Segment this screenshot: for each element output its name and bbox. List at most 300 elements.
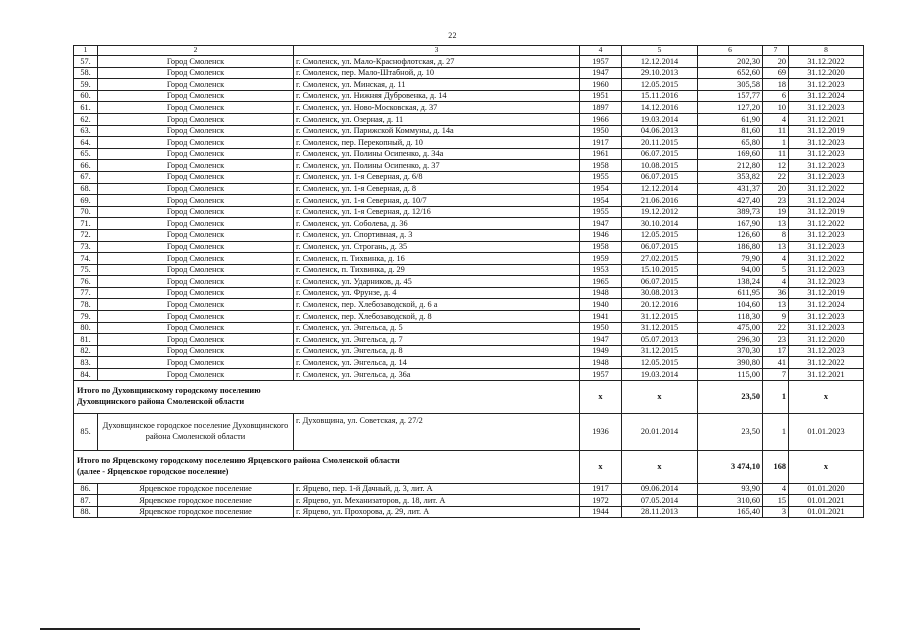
area-cell: 305,58: [698, 79, 763, 91]
row-number: 74.: [74, 253, 98, 265]
settlement-cell: Город Смоленск: [98, 264, 294, 276]
year-cell: 1949: [580, 345, 622, 357]
area-cell: 23,50: [698, 413, 763, 450]
area-cell: 81,60: [698, 125, 763, 137]
settlement-cell: Город Смоленск: [98, 171, 294, 183]
deadline-cell: 31.12.2021: [789, 113, 864, 125]
area-cell: 165,40: [698, 506, 763, 518]
deadline-cell: 31.12.2019: [789, 206, 864, 218]
count-cell: 22: [763, 322, 789, 334]
settlement-cell: Город Смоленск: [98, 195, 294, 207]
table-row: [74, 102, 864, 114]
deadline-cell: 31.12.2023: [789, 276, 864, 288]
date-cell: 10.08.2015: [622, 160, 698, 172]
address-cell: г. Ярцево, ул. Механизаторов, д. 18, лит. А: [294, 495, 580, 507]
row-number: 58.: [74, 67, 98, 79]
area-cell: 157,77: [698, 90, 763, 102]
date-cell: 04.06.2013: [622, 125, 698, 137]
table-row: [74, 67, 864, 79]
table-row: [74, 90, 864, 102]
year-cell: 1947: [580, 334, 622, 346]
count-cell: 41: [763, 357, 789, 369]
table-row: [74, 253, 864, 265]
date-cell: 15.10.2015: [622, 264, 698, 276]
date-cell: 19.12.2012: [622, 206, 698, 218]
subtotal-date: х: [622, 380, 698, 413]
address-cell: г. Смоленск, ул. Фрунзе, д. 4: [294, 287, 580, 299]
row-number: 73.: [74, 241, 98, 253]
deadline-cell: 31.12.2023: [789, 148, 864, 160]
date-cell: 29.10.2013: [622, 67, 698, 79]
row-number: 59.: [74, 79, 98, 91]
address-cell: г. Смоленск, ул. Парижской Коммуны, д. 14а: [294, 125, 580, 137]
deadline-cell: 31.12.2022: [789, 357, 864, 369]
address-cell: г. Смоленск, ул. Строгань, д. 35: [294, 241, 580, 253]
row-number: 87.: [74, 495, 98, 507]
header-cell: 5: [622, 46, 698, 56]
count-cell: 7: [763, 369, 789, 381]
settlement-cell: Город Смоленск: [98, 125, 294, 137]
header-cell: 2: [98, 46, 294, 56]
row-number: 86.: [74, 483, 98, 495]
settlement-cell: Духовщинское городское поселение Духовщинского района Смоленской области: [98, 413, 294, 450]
deadline-cell: 31.12.2023: [789, 160, 864, 172]
table-row: [74, 299, 864, 311]
deadline-cell: 31.12.2021: [789, 369, 864, 381]
deadline-cell: 01.01.2020: [789, 483, 864, 495]
area-cell: 93,90: [698, 483, 763, 495]
date-cell: 21.06.2016: [622, 195, 698, 207]
address-cell: г. Смоленск, ул. Полины Осипенко, д. 34а: [294, 148, 580, 160]
year-cell: 1947: [580, 67, 622, 79]
subtotal-label-line2: (далее - Ярцевское городское поселение): [77, 466, 229, 476]
count-cell: 20: [763, 56, 789, 68]
count-cell: 1: [763, 137, 789, 149]
table-row: [74, 137, 864, 149]
deadline-cell: 31.12.2022: [789, 218, 864, 230]
count-cell: 13: [763, 241, 789, 253]
subtotal-date: х: [622, 450, 698, 483]
subtotal-row-dukhovshchina: [74, 380, 864, 413]
date-cell: 19.03.2014: [622, 369, 698, 381]
settlement-cell: Ярцевское городское поселение: [98, 506, 294, 518]
address-cell: г. Смоленск, пер. Хлебозаводской, д. 8: [294, 311, 580, 323]
header-cell: 4: [580, 46, 622, 56]
address-cell: г. Смоленск, ул. Озерная, д. 11: [294, 113, 580, 125]
row-number: 62.: [74, 113, 98, 125]
address-cell: г. Смоленск, ул. 1-я Северная, д. 8: [294, 183, 580, 195]
count-cell: 23: [763, 334, 789, 346]
table-row: [74, 322, 864, 334]
settlement-cell: Город Смоленск: [98, 357, 294, 369]
year-cell: 1950: [580, 322, 622, 334]
date-cell: 09.06.2014: [622, 483, 698, 495]
table-row: [74, 506, 864, 518]
subtotal-deadline: х: [789, 380, 864, 413]
address-cell: г. Смоленск, ул. Энгельса, д. 5: [294, 322, 580, 334]
settlement-cell: Город Смоленск: [98, 276, 294, 288]
date-cell: 06.07.2015: [622, 148, 698, 160]
year-cell: 1958: [580, 160, 622, 172]
area-cell: 475,00: [698, 322, 763, 334]
settlement-cell: Город Смоленск: [98, 206, 294, 218]
address-cell: г. Смоленск, ул. 1-я Северная, д. 6/8: [294, 171, 580, 183]
count-cell: 1: [763, 413, 789, 450]
date-cell: 31.12.2015: [622, 322, 698, 334]
table-row: [74, 206, 864, 218]
settlement-cell: Город Смоленск: [98, 299, 294, 311]
address-cell: г. Смоленск, пер. Мало-Штабной, д. 10: [294, 67, 580, 79]
address-cell: г. Смоленск, ул. Энгельса, д. 7: [294, 334, 580, 346]
area-cell: 94,00: [698, 264, 763, 276]
settlement-cell: Город Смоленск: [98, 311, 294, 323]
count-cell: 12: [763, 160, 789, 172]
subtotal-year: х: [580, 450, 622, 483]
table-row: [74, 264, 864, 276]
subtotal-year: х: [580, 380, 622, 413]
address-cell: г. Духовщина, ул. Советская, д. 27/2: [294, 413, 580, 450]
table-row: [74, 241, 864, 253]
count-cell: 13: [763, 218, 789, 230]
settlement-cell: Город Смоленск: [98, 229, 294, 241]
count-cell: 36: [763, 287, 789, 299]
date-cell: 06.07.2015: [622, 171, 698, 183]
year-cell: 1917: [580, 483, 622, 495]
deadline-cell: 31.12.2019: [789, 125, 864, 137]
row-number: 85.: [74, 413, 98, 450]
address-cell: г. Смоленск, ул. Энгельса, д. 8: [294, 345, 580, 357]
year-cell: 1897: [580, 102, 622, 114]
address-cell: г. Смоленск, ул. Мало-Краснофлотская, д. 27: [294, 56, 580, 68]
deadline-cell: 31.12.2023: [789, 171, 864, 183]
page-bottom-rule: [40, 628, 640, 630]
deadline-cell: 31.12.2022: [789, 253, 864, 265]
year-cell: 1946: [580, 229, 622, 241]
count-cell: 20: [763, 183, 789, 195]
year-cell: 1972: [580, 495, 622, 507]
row-number: 75.: [74, 264, 98, 276]
subtotal-label-line2: Духовщинского района Смоленской области: [77, 396, 245, 406]
table-row: [74, 495, 864, 507]
address-cell: г. Смоленск, ул. Минская, д. 11: [294, 79, 580, 91]
address-cell: г. Ярцево, пер. 1-й Дачный, д. 3, лит. А: [294, 483, 580, 495]
year-cell: 1950: [580, 125, 622, 137]
table-row: [74, 113, 864, 125]
table-row: [74, 56, 864, 68]
deadline-cell: 31.12.2023: [789, 345, 864, 357]
area-cell: 390,80: [698, 357, 763, 369]
year-cell: 1955: [580, 206, 622, 218]
settlement-cell: Город Смоленск: [98, 322, 294, 334]
table-row: [74, 148, 864, 160]
deadline-cell: 31.12.2023: [789, 229, 864, 241]
settlement-cell: Город Смоленск: [98, 56, 294, 68]
column-number-header: [74, 46, 864, 56]
area-cell: 115,00: [698, 369, 763, 381]
year-cell: 1961: [580, 148, 622, 160]
address-cell: г. Ярцево, ул. Прохорова, д. 29, лит. А: [294, 506, 580, 518]
area-cell: 370,30: [698, 345, 763, 357]
deadline-cell: 31.12.2023: [789, 137, 864, 149]
deadline-cell: 31.12.2024: [789, 299, 864, 311]
subtotal-label: [74, 380, 580, 413]
table-row: [74, 125, 864, 137]
area-cell: 79,90: [698, 253, 763, 265]
subtotal-area: 23,50: [698, 380, 763, 413]
date-cell: 12.05.2015: [622, 229, 698, 241]
year-cell: 1954: [580, 195, 622, 207]
area-cell: 118,30: [698, 311, 763, 323]
area-cell: 127,20: [698, 102, 763, 114]
area-cell: 169,60: [698, 148, 763, 160]
area-cell: 186,80: [698, 241, 763, 253]
table-row: [74, 276, 864, 288]
address-cell: г. Смоленск, ул. 1-я Северная, д. 10/7: [294, 195, 580, 207]
count-cell: 11: [763, 125, 789, 137]
settlement-cell: Город Смоленск: [98, 90, 294, 102]
header-cell: 3: [294, 46, 580, 56]
deadline-cell: 31.12.2023: [789, 102, 864, 114]
subtotal-count: 168: [763, 450, 789, 483]
row-number: 81.: [74, 334, 98, 346]
row-number: 77.: [74, 287, 98, 299]
year-cell: 1940: [580, 299, 622, 311]
table-row: [74, 79, 864, 91]
deadline-cell: 31.12.2022: [789, 183, 864, 195]
settlement-cell: Город Смоленск: [98, 137, 294, 149]
year-cell: 1936: [580, 413, 622, 450]
settlement-cell: Ярцевское городское поселение: [98, 495, 294, 507]
table-row: [74, 171, 864, 183]
address-cell: г. Смоленск, пер. Хлебозаводской, д. 6 а: [294, 299, 580, 311]
address-cell: г. Смоленск, ул. Ново-Московская, д. 37: [294, 102, 580, 114]
table-row: [74, 183, 864, 195]
area-cell: 296,30: [698, 334, 763, 346]
settlement-cell: Город Смоленск: [98, 67, 294, 79]
table-row: [74, 160, 864, 172]
row-number: 60.: [74, 90, 98, 102]
settlement-cell: Город Смоленск: [98, 253, 294, 265]
area-cell: 202,30: [698, 56, 763, 68]
settlement-cell: Город Смоленск: [98, 345, 294, 357]
settlement-cell: Город Смоленск: [98, 183, 294, 195]
row-number: 69.: [74, 195, 98, 207]
year-cell: 1941: [580, 311, 622, 323]
address-cell: г. Смоленск, ул. Энгельса, д. 36а: [294, 369, 580, 381]
date-cell: 05.07.2013: [622, 334, 698, 346]
date-cell: 30.10.2014: [622, 218, 698, 230]
count-cell: 3: [763, 506, 789, 518]
table-row: [74, 483, 864, 495]
date-cell: 19.03.2014: [622, 113, 698, 125]
address-cell: г. Смоленск, ул. 1-я Северная, д. 12/16: [294, 206, 580, 218]
row-number: 80.: [74, 322, 98, 334]
row-number: 82.: [74, 345, 98, 357]
table-row: [74, 218, 864, 230]
table-row: [74, 287, 864, 299]
deadline-cell: 01.01.2021: [789, 495, 864, 507]
area-cell: 65,80: [698, 137, 763, 149]
page-number: 22: [448, 31, 457, 40]
count-cell: 17: [763, 345, 789, 357]
date-cell: 12.12.2014: [622, 183, 698, 195]
subtotal-area: 3 474,10: [698, 450, 763, 483]
area-cell: 126,60: [698, 229, 763, 241]
count-cell: 6: [763, 90, 789, 102]
year-cell: 1955: [580, 171, 622, 183]
deadline-cell: 31.12.2023: [789, 79, 864, 91]
table-row: [74, 345, 864, 357]
year-cell: 1944: [580, 506, 622, 518]
row-number: 88.: [74, 506, 98, 518]
date-cell: 12.12.2014: [622, 56, 698, 68]
subtotal-label-line1: Итого по Духовщинскому городскому поселению: [77, 385, 261, 395]
settlement-cell: Город Смоленск: [98, 79, 294, 91]
area-cell: 138,24: [698, 276, 763, 288]
address-cell: г. Смоленск, ул. Ударников, д. 45: [294, 276, 580, 288]
row-number: 84.: [74, 369, 98, 381]
deadline-cell: 31.12.2022: [789, 56, 864, 68]
area-cell: 611,95: [698, 287, 763, 299]
address-cell: г. Смоленск, ул. Энгельса, д. 14: [294, 357, 580, 369]
table-row: [74, 229, 864, 241]
settlement-cell: Ярцевское городское поселение: [98, 483, 294, 495]
area-cell: 167,90: [698, 218, 763, 230]
count-cell: 4: [763, 276, 789, 288]
settlement-cell: Город Смоленск: [98, 160, 294, 172]
area-cell: 310,60: [698, 495, 763, 507]
table-row: [74, 195, 864, 207]
count-cell: 11: [763, 148, 789, 160]
subtotal-row-yartsevo: [74, 450, 864, 483]
row-number: 79.: [74, 311, 98, 323]
row-number: 65.: [74, 148, 98, 160]
date-cell: 14.12.2016: [622, 102, 698, 114]
date-cell: 20.01.2014: [622, 413, 698, 450]
count-cell: 4: [763, 483, 789, 495]
deadline-cell: 31.12.2023: [789, 264, 864, 276]
row-number: 63.: [74, 125, 98, 137]
date-cell: 27.02.2015: [622, 253, 698, 265]
year-cell: 1953: [580, 264, 622, 276]
date-cell: 28.11.2013: [622, 506, 698, 518]
address-cell: г. Смоленск, ул. Полины Осипенко, д. 37: [294, 160, 580, 172]
row-number: 66.: [74, 160, 98, 172]
count-cell: 5: [763, 264, 789, 276]
settlement-cell: Город Смоленск: [98, 102, 294, 114]
date-cell: 20.11.2015: [622, 137, 698, 149]
year-cell: 1966: [580, 113, 622, 125]
year-cell: 1959: [580, 253, 622, 265]
count-cell: 19: [763, 206, 789, 218]
settlement-cell: Город Смоленск: [98, 113, 294, 125]
deadline-cell: 01.01.2023: [789, 413, 864, 450]
deadline-cell: 31.12.2023: [789, 322, 864, 334]
header-cell: 7: [763, 46, 789, 56]
date-cell: 31.12.2015: [622, 311, 698, 323]
count-cell: 15: [763, 495, 789, 507]
date-cell: 30.08.2013: [622, 287, 698, 299]
address-cell: г. Смоленск, п. Тихвинка, д. 16: [294, 253, 580, 265]
subtotal-count: 1: [763, 380, 789, 413]
area-cell: 212,80: [698, 160, 763, 172]
address-cell: г. Смоленск, ул. Нижняя Дубровенка, д. 14: [294, 90, 580, 102]
deadline-cell: 31.12.2019: [789, 287, 864, 299]
address-cell: г. Смоленск, пер. Перекопный, д. 10: [294, 137, 580, 149]
area-cell: 652,60: [698, 67, 763, 79]
year-cell: 1958: [580, 241, 622, 253]
date-cell: 06.07.2015: [622, 241, 698, 253]
date-cell: 12.05.2015: [622, 357, 698, 369]
count-cell: 4: [763, 113, 789, 125]
row-number: 83.: [74, 357, 98, 369]
row-number: 78.: [74, 299, 98, 311]
year-cell: 1948: [580, 357, 622, 369]
header-cell: 8: [789, 46, 864, 56]
count-cell: 8: [763, 229, 789, 241]
table-row: [74, 357, 864, 369]
year-cell: 1957: [580, 56, 622, 68]
settlement-cell: Город Смоленск: [98, 241, 294, 253]
count-cell: 69: [763, 67, 789, 79]
table-row: [74, 413, 864, 450]
year-cell: 1917: [580, 137, 622, 149]
table-row: [74, 311, 864, 323]
row-number: 67.: [74, 171, 98, 183]
row-number: 57.: [74, 56, 98, 68]
count-cell: 23: [763, 195, 789, 207]
row-number: 70.: [74, 206, 98, 218]
area-cell: 431,37: [698, 183, 763, 195]
area-cell: 104,60: [698, 299, 763, 311]
date-cell: 12.05.2015: [622, 79, 698, 91]
deadline-cell: 31.12.2023: [789, 311, 864, 323]
date-cell: 15.11.2016: [622, 90, 698, 102]
count-cell: 13: [763, 299, 789, 311]
year-cell: 1951: [580, 90, 622, 102]
date-cell: 31.12.2015: [622, 345, 698, 357]
area-cell: 427,40: [698, 195, 763, 207]
year-cell: 1947: [580, 218, 622, 230]
subtotal-deadline: х: [789, 450, 864, 483]
date-cell: 06.07.2015: [622, 276, 698, 288]
year-cell: 1960: [580, 79, 622, 91]
year-cell: 1954: [580, 183, 622, 195]
date-cell: 20.12.2016: [622, 299, 698, 311]
row-number: 72.: [74, 229, 98, 241]
settlement-cell: Город Смоленск: [98, 218, 294, 230]
row-number: 61.: [74, 102, 98, 114]
row-number: 71.: [74, 218, 98, 230]
area-cell: 61,90: [698, 113, 763, 125]
deadline-cell: 01.01.2021: [789, 506, 864, 518]
year-cell: 1965: [580, 276, 622, 288]
table-row: [74, 369, 864, 381]
row-number: 76.: [74, 276, 98, 288]
deadline-cell: 31.12.2020: [789, 334, 864, 346]
year-cell: 1957: [580, 369, 622, 381]
count-cell: 22: [763, 171, 789, 183]
year-cell: 1948: [580, 287, 622, 299]
settlement-cell: Город Смоленск: [98, 287, 294, 299]
area-cell: 389,73: [698, 206, 763, 218]
area-cell: 353,82: [698, 171, 763, 183]
count-cell: 10: [763, 102, 789, 114]
settlement-cell: Город Смоленск: [98, 334, 294, 346]
table-row: [74, 334, 864, 346]
deadline-cell: 31.12.2023: [789, 241, 864, 253]
row-number: 68.: [74, 183, 98, 195]
